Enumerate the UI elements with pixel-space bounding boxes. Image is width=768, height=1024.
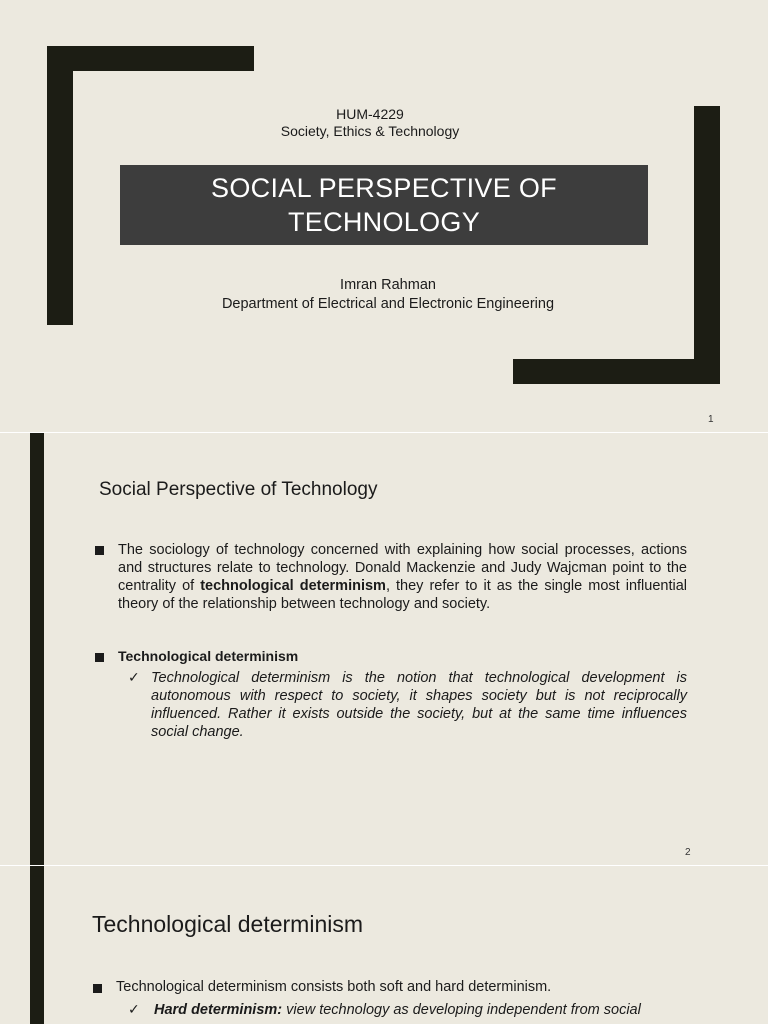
accent-bar bbox=[30, 866, 44, 1024]
frame-bar-bottom-right-vertical bbox=[694, 106, 720, 384]
slide-heading: Social Perspective of Technology bbox=[99, 479, 378, 500]
bullet-icon bbox=[93, 984, 102, 993]
slide-3 bbox=[0, 866, 768, 1024]
intro-text-end: , they refer to it as the single most influential theory of the relationship between technology and society. bbox=[118, 578, 687, 612]
hard-determinism-label: Hard determinism: bbox=[154, 1002, 283, 1018]
bullet-icon bbox=[95, 653, 104, 662]
course-code: HUM-4229 bbox=[336, 106, 404, 122]
slide-title bbox=[204, 171, 564, 239]
page-number: 2 bbox=[685, 847, 691, 858]
slide-heading: Technological determinism bbox=[92, 911, 364, 937]
checkmark-icon: ✓ bbox=[128, 1001, 140, 1017]
hard-determinism-description: view technology as developing independent from social bbox=[282, 1002, 641, 1018]
slide-1 bbox=[0, 0, 768, 432]
bullet-icon bbox=[95, 546, 104, 555]
accent-bar bbox=[30, 433, 44, 865]
intro-text-start: The sociology of technology concerned with explaining how social processes, actions and structures relate to technology. Donald Mackenzie and Judy Wajcman point to the centrality of bbox=[118, 542, 687, 594]
slide-title-box bbox=[120, 165, 648, 245]
checkmark-icon: ✓ bbox=[128, 669, 140, 685]
definition-paragraph: Technological determinism is the notion that technological development is autonomous with respect to society, it shapes society but is not reciprocally influenced. Rather it exists outside the society, but at the same time influences social change. bbox=[151, 670, 687, 740]
page-number: 1 bbox=[708, 414, 714, 425]
hard-determinism-text bbox=[154, 1002, 687, 1018]
slide-title-line-1: SOCIAL PERSPECTIVE OF bbox=[211, 173, 557, 203]
author-name: Imran Rahman bbox=[340, 277, 436, 293]
frame-bar-top-left-horizontal bbox=[47, 46, 254, 71]
department-name: Department of Electrical and Electronic Engineering bbox=[221, 296, 555, 312]
slide-2 bbox=[0, 433, 768, 865]
determinism-types-text: Technological determinism consists both soft and hard determinism. bbox=[116, 979, 552, 995]
intro-paragraph bbox=[118, 541, 687, 613]
slide-title-line-2: TECHNOLOGY bbox=[287, 207, 481, 237]
frame-bar-bottom-right-horizontal bbox=[513, 359, 720, 384]
subheading: Technological determinism bbox=[118, 648, 299, 664]
course-name: Society, Ethics & Technology bbox=[280, 123, 460, 139]
intro-text-bold: technological determinism bbox=[200, 578, 386, 594]
